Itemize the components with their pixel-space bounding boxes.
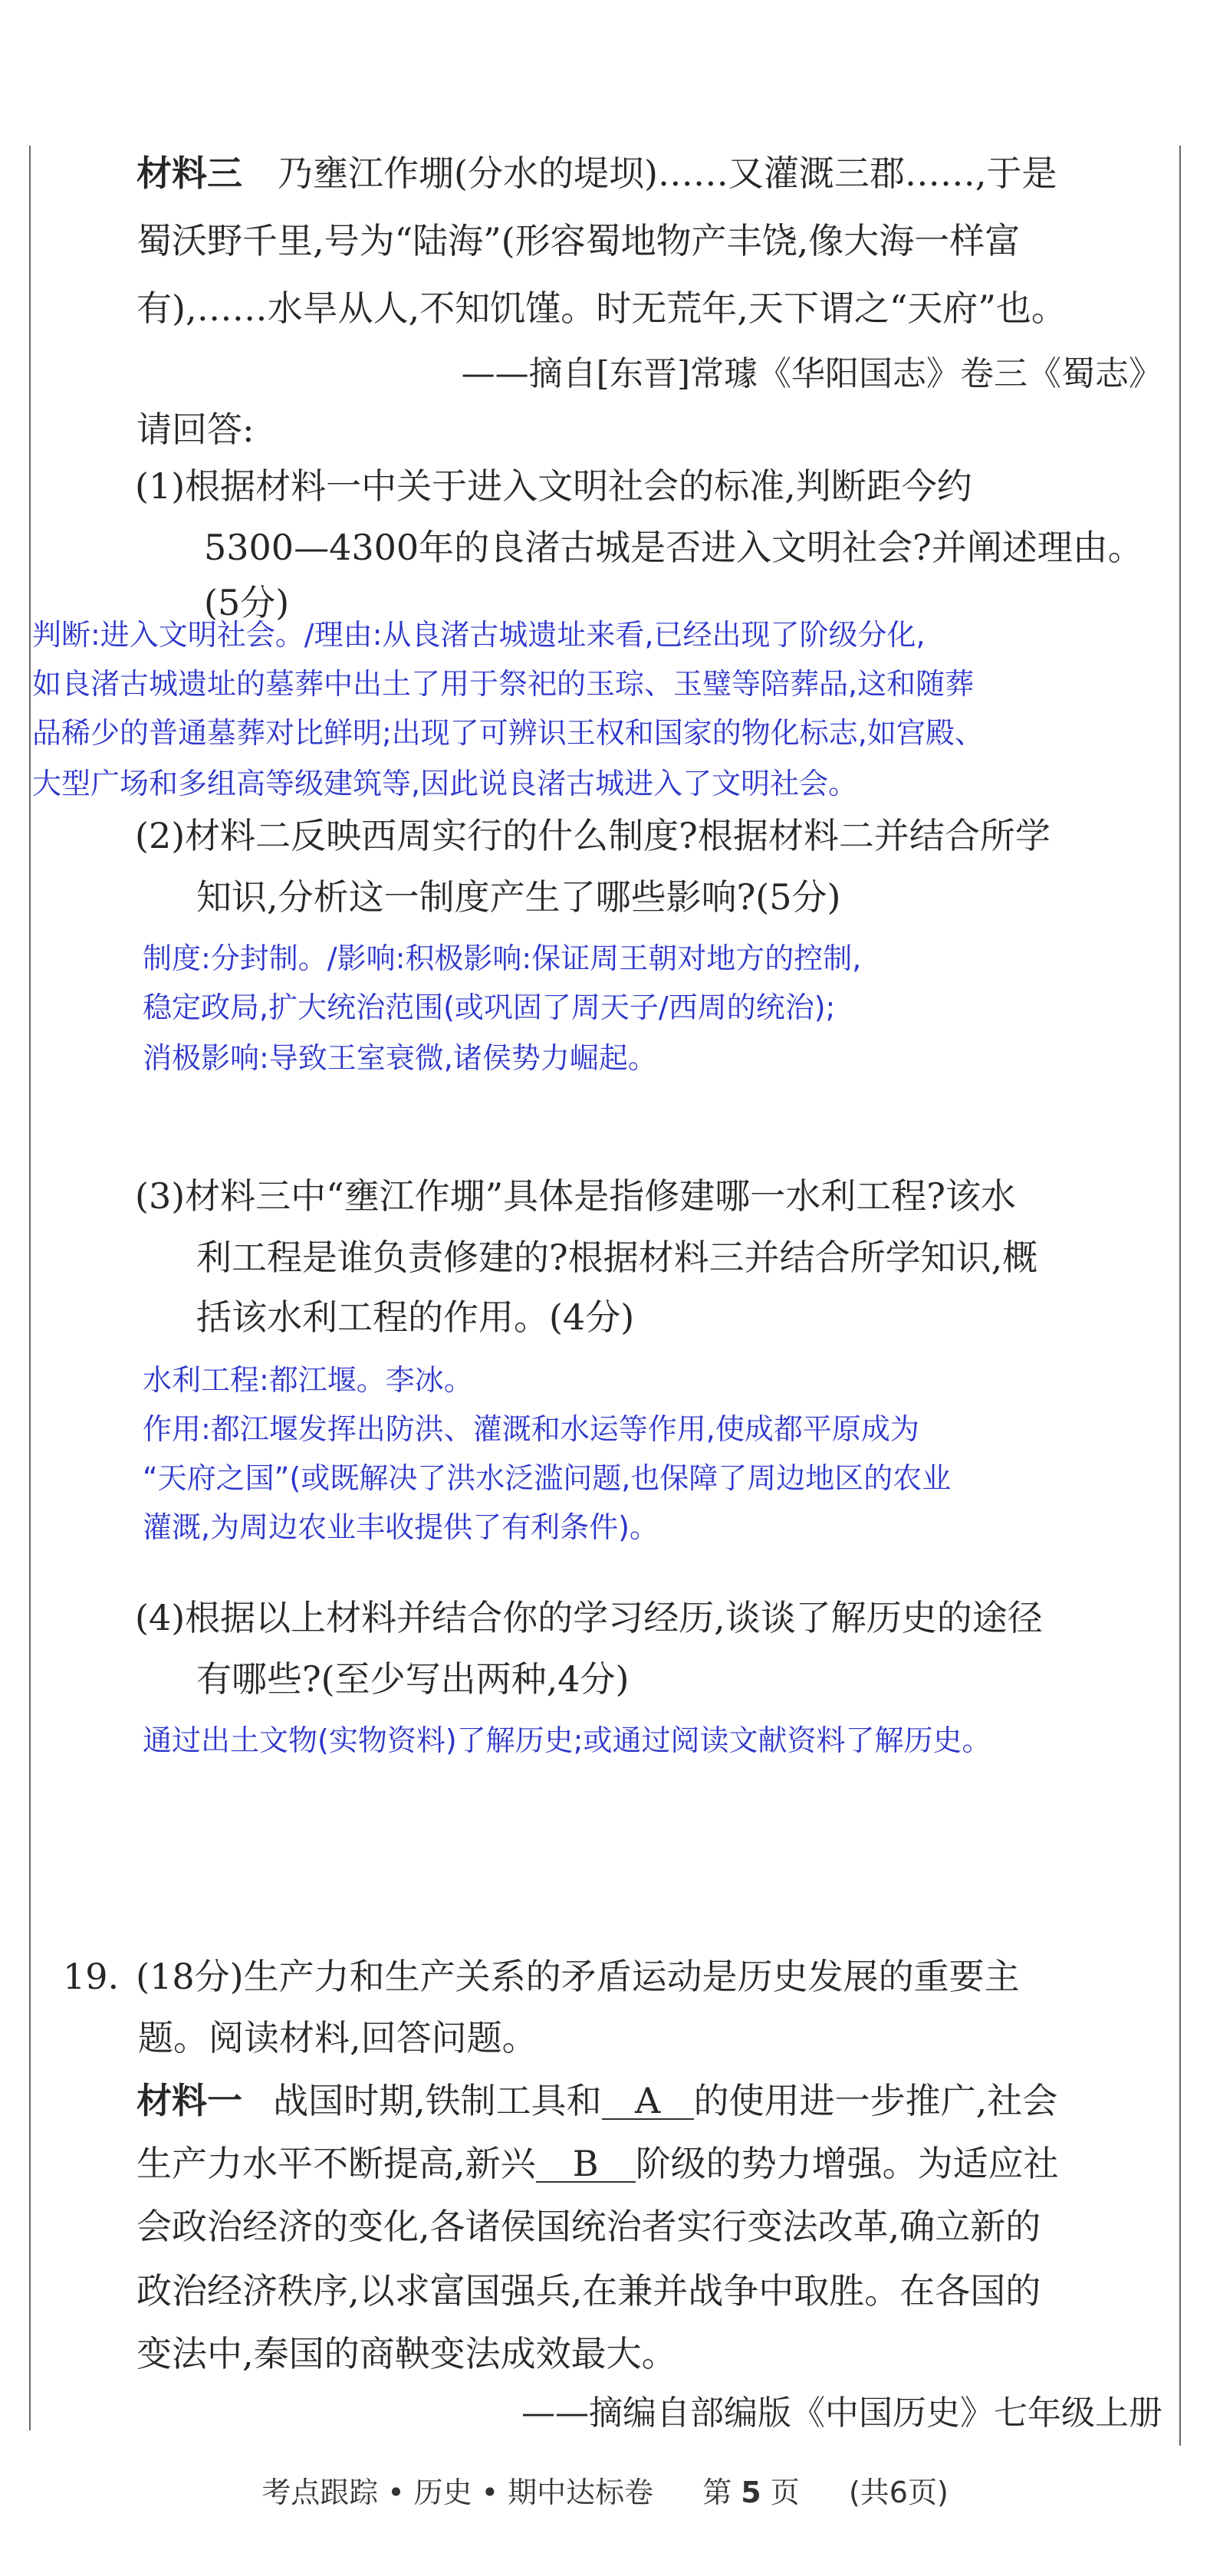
material3-line2: 蜀沃野千里,号为“陆海”(形容蜀地物产丰饶,像大海一样富: [136, 220, 1021, 261]
q2-answer-line: 稳定政局,扩大统治范围(或巩固了周天子/西周的统治);: [143, 991, 836, 1024]
q2-answer-line: 消极影响:导致王室衰微,诸侯势力崛起。: [143, 1041, 657, 1075]
m1-text-2a: 生产力水平不断提高,新兴: [136, 2143, 536, 2184]
material1-label: 材料一: [136, 2080, 242, 2121]
footer-page-number: 5: [741, 2476, 761, 2509]
q3-answer-line: 水利工程:都江堰。李冰。: [143, 1363, 473, 1397]
material3-source: ——摘自[东晋]常璩《华阳国志》卷三《蜀志》: [461, 354, 1162, 393]
q1-answer-line: 品稀少的普通墓葬对比鲜明;出现了可辨识王权和国家的物化标志,如宫殿、: [32, 716, 984, 750]
q3-line1: (3)材料三中“壅江作堋”具体是指修建哪一水利工程?该水: [135, 1175, 1016, 1217]
blank-b: B: [536, 2146, 636, 2183]
m1-text-1a: 战国时期,铁制工具和: [273, 2080, 602, 2121]
footer-separator: •: [387, 2476, 405, 2509]
q2-line1: (2)材料二反映西周实行的什么制度?根据材料二并结合所学: [135, 815, 1051, 856]
left-margin-line: [29, 146, 31, 2430]
footer-total-pages: (共6页): [848, 2476, 949, 2509]
blank-a: A: [602, 2083, 694, 2120]
footer-page-prefix: 第: [702, 2476, 732, 2509]
q19-number: 19.: [63, 1956, 120, 1997]
material3-line3: 有),……水旱从人,不知饥馑。时无荒年,天下谓之“天府”也。: [136, 288, 1067, 329]
q1-answer-line: 判断:进入文明社会。/理由:从良渚古城遗址来看,已经出现了阶级分化,: [32, 618, 926, 652]
q19-line2: 题。阅读材料,回答问题。: [138, 2017, 538, 2058]
material1-line2: [136, 2141, 1059, 2187]
footer-exam: 期中达标卷: [508, 2476, 654, 2509]
q4-answer-line: 通过出土文物(实物资料)了解历史;或通过阅读文献资料了解历史。: [143, 1723, 991, 1757]
material1-line3: 会政治经济的变化,各诸侯国统治者实行变法改革,确立新的: [136, 2206, 1041, 2247]
m1-text-1b: 的使用进一步推广,社会: [693, 2080, 1058, 2121]
footer-book: 考点跟踪: [261, 2476, 379, 2509]
footer-page-suffix: 页: [770, 2476, 800, 2509]
right-margin-line: [1179, 146, 1181, 2446]
q1-answer-line: 大型广场和多组高等级建筑等,因此说良渚古城进入了文明社会。: [32, 767, 858, 800]
material3-text-1: 乃壅江作堋(分水的堤坝)……又灌溉三郡……,于是: [278, 153, 1057, 194]
q1-line2: 5300—4300年的良渚古城是否进入文明社会?并阐述理由。: [204, 527, 1143, 568]
material3-line1: [136, 150, 1057, 196]
page-footer: [0, 2469, 1210, 2511]
material1-source: ——摘编自部编版《中国历史》七年级上册: [521, 2394, 1162, 2433]
material1-line5: 变法中,秦国的商鞅变法成效最大。: [136, 2333, 677, 2374]
q1-line3: (5分): [204, 582, 290, 623]
q19-text-1: (18分)生产力和生产关系的矛盾运动是历史发展的重要主: [136, 1956, 1020, 1997]
prompt-text: 请回答:: [136, 409, 255, 450]
material3-label: 材料三: [136, 153, 242, 194]
q3-line2: 利工程是谁负责修建的?根据材料三并结合所学知识,概: [196, 1237, 1038, 1278]
material1-line4: 政治经济秩序,以求富国强兵,在兼并战争中取胜。在各国的: [136, 2270, 1041, 2312]
q3-answer-line: 灌溉,为周边农业丰收提供了有利条件)。: [143, 1510, 659, 1544]
q2-line2: 知识,分析这一制度产生了哪些影响?(5分): [196, 876, 841, 918]
q4-line1: (4)根据以上材料并结合你的学习经历,谈谈了解历史的途径: [135, 1597, 1043, 1638]
q1-answer-line: 如良渚古城遗址的墓葬中出土了用于祭祀的玉琮、玉璧等陪葬品,这和随葬: [32, 667, 975, 701]
footer-subject: 历史: [413, 2476, 472, 2509]
q3-answer-line: 作用:都江堰发挥出防洪、灌溉和水运等作用,使成都平原成为: [143, 1412, 919, 1446]
q1-line1: (1)根据材料一中关于进入文明社会的标准,判断距今约: [135, 465, 972, 507]
q3-line3: 括该水利工程的作用。(4分): [196, 1296, 635, 1338]
footer-separator: •: [481, 2476, 499, 2509]
q3-answer-line: “天府之国”(或既解决了洪水泛滥问题,也保障了周边地区的农业: [143, 1461, 952, 1495]
q2-answer-line: 制度:分封制。/影响:积极影响:保证周王朝对地方的控制,: [143, 941, 862, 975]
m1-text-2b: 阶级的势力增强。为适应社: [635, 2143, 1059, 2184]
material1-line1: [136, 2078, 1057, 2124]
q4-line2: 有哪些?(至少写出两种,4分): [196, 1658, 630, 1700]
q19-line1: [63, 1953, 1020, 1999]
